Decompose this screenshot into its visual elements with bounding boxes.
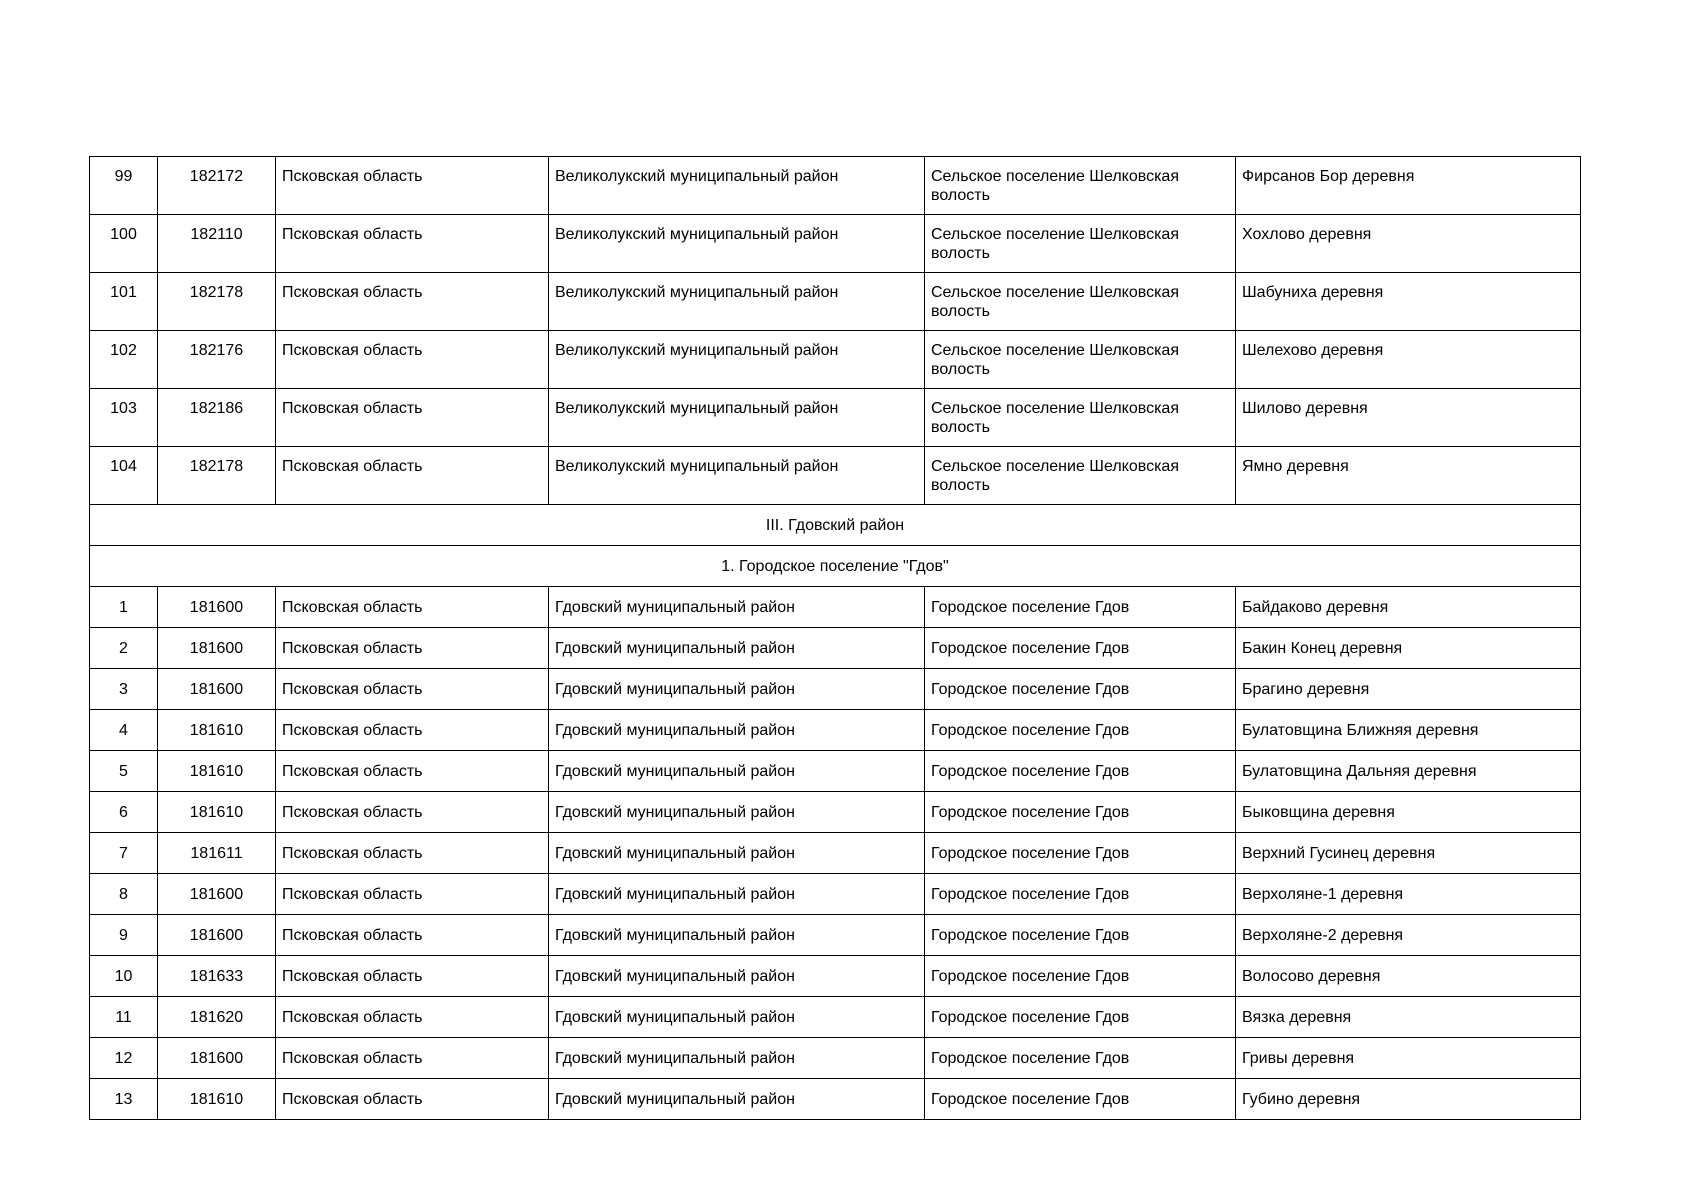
table-row — [90, 331, 1581, 389]
cell-municipal-district: Гдовский муниципальный район — [549, 956, 925, 997]
cell-settlement: Городское поселение Гдов — [925, 956, 1236, 997]
cell-row-number: 5 — [90, 751, 158, 792]
cell-municipal-district: Гдовский муниципальный район — [549, 669, 925, 710]
cell-postal-index: 181600 — [158, 628, 276, 669]
cell-settlement: Сельское поселение Шелковская волость — [925, 389, 1236, 447]
cell-locality: Хохлово деревня — [1236, 215, 1581, 273]
cell-region: Псковская область — [276, 956, 549, 997]
cell-region: Псковская область — [276, 389, 549, 447]
cell-region: Псковская область — [276, 833, 549, 874]
cell-locality: Шилово деревня — [1236, 389, 1581, 447]
cell-row-number: 100 — [90, 215, 158, 273]
cell-settlement: Городское поселение Гдов — [925, 1038, 1236, 1079]
cell-postal-index: 181600 — [158, 587, 276, 628]
cell-locality: Булатовщина Дальняя деревня — [1236, 751, 1581, 792]
cell-postal-index: 181620 — [158, 997, 276, 1038]
cell-locality: Фирсанов Бор деревня — [1236, 157, 1581, 215]
table-row — [90, 833, 1581, 874]
cell-region: Псковская область — [276, 669, 549, 710]
cell-municipal-district: Гдовский муниципальный район — [549, 915, 925, 956]
cell-municipal-district: Великолукский муниципальный район — [549, 157, 925, 215]
cell-locality: Быковщина деревня — [1236, 792, 1581, 833]
cell-municipal-district: Гдовский муниципальный район — [549, 833, 925, 874]
section-settlement-heading: 1. Городское поселение "Гдов" — [90, 546, 1581, 587]
cell-postal-index: 182186 — [158, 389, 276, 447]
table-row — [90, 273, 1581, 331]
table-row — [90, 792, 1581, 833]
cell-row-number: 6 — [90, 792, 158, 833]
cell-settlement: Городское поселение Гдов — [925, 833, 1236, 874]
cell-municipal-district: Гдовский муниципальный район — [549, 710, 925, 751]
cell-row-number: 12 — [90, 1038, 158, 1079]
table-row — [90, 669, 1581, 710]
cell-locality: Вязка деревня — [1236, 997, 1581, 1038]
cell-row-number: 4 — [90, 710, 158, 751]
cell-row-number: 8 — [90, 874, 158, 915]
cell-postal-index: 181633 — [158, 956, 276, 997]
cell-settlement: Сельское поселение Шелковская волость — [925, 273, 1236, 331]
cell-region: Псковская область — [276, 751, 549, 792]
cell-region: Псковская область — [276, 628, 549, 669]
table-body-velikie-luki — [90, 157, 1581, 505]
cell-locality: Губино деревня — [1236, 1079, 1581, 1120]
table-row — [90, 915, 1581, 956]
table-row — [90, 956, 1581, 997]
table-row — [90, 1079, 1581, 1120]
table-row — [90, 1038, 1581, 1079]
cell-settlement: Городское поселение Гдов — [925, 587, 1236, 628]
table-row — [90, 628, 1581, 669]
cell-row-number: 104 — [90, 447, 158, 505]
table-row — [90, 997, 1581, 1038]
table-body-gdov — [90, 587, 1581, 1120]
cell-settlement: Сельское поселение Шелковская волость — [925, 331, 1236, 389]
cell-locality: Брагино деревня — [1236, 669, 1581, 710]
cell-locality: Гривы деревня — [1236, 1038, 1581, 1079]
cell-municipal-district: Гдовский муниципальный район — [549, 751, 925, 792]
table-row — [90, 710, 1581, 751]
cell-settlement: Городское поселение Гдов — [925, 874, 1236, 915]
cell-settlement: Сельское поселение Шелковская волость — [925, 215, 1236, 273]
table-row — [90, 587, 1581, 628]
cell-row-number: 13 — [90, 1079, 158, 1120]
cell-locality: Шелехово деревня — [1236, 331, 1581, 389]
cell-region: Псковская область — [276, 1038, 549, 1079]
cell-row-number: 101 — [90, 273, 158, 331]
table-row — [90, 157, 1581, 215]
section-row-settlement — [90, 546, 1581, 587]
table-row — [90, 447, 1581, 505]
cell-municipal-district: Гдовский муниципальный район — [549, 874, 925, 915]
cell-locality: Волосово деревня — [1236, 956, 1581, 997]
cell-municipal-district: Великолукский муниципальный район — [549, 447, 925, 505]
cell-row-number: 10 — [90, 956, 158, 997]
cell-row-number: 9 — [90, 915, 158, 956]
cell-row-number: 11 — [90, 997, 158, 1038]
section-row-district — [90, 505, 1581, 546]
cell-settlement: Городское поселение Гдов — [925, 710, 1236, 751]
cell-row-number: 1 — [90, 587, 158, 628]
table-row — [90, 874, 1581, 915]
cell-postal-index: 181600 — [158, 874, 276, 915]
cell-locality: Шабуниха деревня — [1236, 273, 1581, 331]
cell-locality: Байдаково деревня — [1236, 587, 1581, 628]
cell-region: Псковская область — [276, 874, 549, 915]
cell-row-number: 7 — [90, 833, 158, 874]
table-row — [90, 389, 1581, 447]
cell-row-number: 102 — [90, 331, 158, 389]
cell-locality: Верхоляне-2 деревня — [1236, 915, 1581, 956]
cell-municipal-district: Гдовский муниципальный район — [549, 1079, 925, 1120]
cell-municipal-district: Великолукский муниципальный район — [549, 331, 925, 389]
cell-municipal-district: Гдовский муниципальный район — [549, 1038, 925, 1079]
cell-locality: Булатовщина Ближняя деревня — [1236, 710, 1581, 751]
cell-postal-index: 181600 — [158, 669, 276, 710]
cell-settlement: Сельское поселение Шелковская волость — [925, 447, 1236, 505]
cell-municipal-district: Гдовский муниципальный район — [549, 792, 925, 833]
cell-settlement: Городское поселение Гдов — [925, 792, 1236, 833]
cell-postal-index: 182178 — [158, 447, 276, 505]
cell-locality: Ямно деревня — [1236, 447, 1581, 505]
cell-locality: Верхний Гусинец деревня — [1236, 833, 1581, 874]
cell-row-number: 3 — [90, 669, 158, 710]
cell-row-number: 103 — [90, 389, 158, 447]
cell-postal-index: 181600 — [158, 915, 276, 956]
cell-region: Псковская область — [276, 710, 549, 751]
cell-postal-index: 181610 — [158, 710, 276, 751]
cell-postal-index: 182176 — [158, 331, 276, 389]
cell-row-number: 2 — [90, 628, 158, 669]
cell-municipal-district: Гдовский муниципальный район — [549, 587, 925, 628]
cell-locality: Верхоляне-1 деревня — [1236, 874, 1581, 915]
cell-region: Псковская область — [276, 273, 549, 331]
cell-postal-index: 182178 — [158, 273, 276, 331]
cell-row-number: 99 — [90, 157, 158, 215]
cell-municipal-district: Гдовский муниципальный район — [549, 628, 925, 669]
table-row — [90, 751, 1581, 792]
cell-postal-index: 181610 — [158, 792, 276, 833]
cell-settlement: Городское поселение Гдов — [925, 997, 1236, 1038]
cell-region: Псковская область — [276, 915, 549, 956]
cell-postal-index: 182172 — [158, 157, 276, 215]
cell-region: Псковская область — [276, 1079, 549, 1120]
cell-settlement: Городское поселение Гдов — [925, 1079, 1236, 1120]
cell-postal-index: 181600 — [158, 1038, 276, 1079]
cell-region: Псковская область — [276, 997, 549, 1038]
cell-region: Псковская область — [276, 447, 549, 505]
cell-municipal-district: Великолукский муниципальный район — [549, 215, 925, 273]
cell-municipal-district: Гдовский муниципальный район — [549, 997, 925, 1038]
cell-settlement: Городское поселение Гдов — [925, 628, 1236, 669]
cell-region: Псковская область — [276, 215, 549, 273]
section-district-heading: III. Гдовский район — [90, 505, 1581, 546]
cell-settlement: Сельское поселение Шелковская волость — [925, 157, 1236, 215]
cell-settlement: Городское поселение Гдов — [925, 915, 1236, 956]
cell-postal-index: 181611 — [158, 833, 276, 874]
cell-postal-index: 181610 — [158, 751, 276, 792]
cell-settlement: Городское поселение Гдов — [925, 751, 1236, 792]
localities-table — [89, 156, 1581, 1120]
cell-postal-index: 181610 — [158, 1079, 276, 1120]
cell-region: Псковская область — [276, 157, 549, 215]
cell-settlement: Городское поселение Гдов — [925, 669, 1236, 710]
cell-municipal-district: Великолукский муниципальный район — [549, 389, 925, 447]
cell-region: Псковская область — [276, 331, 549, 389]
cell-region: Псковская область — [276, 792, 549, 833]
table-section-headers — [90, 505, 1581, 587]
cell-locality: Бакин Конец деревня — [1236, 628, 1581, 669]
table-row — [90, 215, 1581, 273]
cell-region: Псковская область — [276, 587, 549, 628]
cell-municipal-district: Великолукский муниципальный район — [549, 273, 925, 331]
cell-postal-index: 182110 — [158, 215, 276, 273]
